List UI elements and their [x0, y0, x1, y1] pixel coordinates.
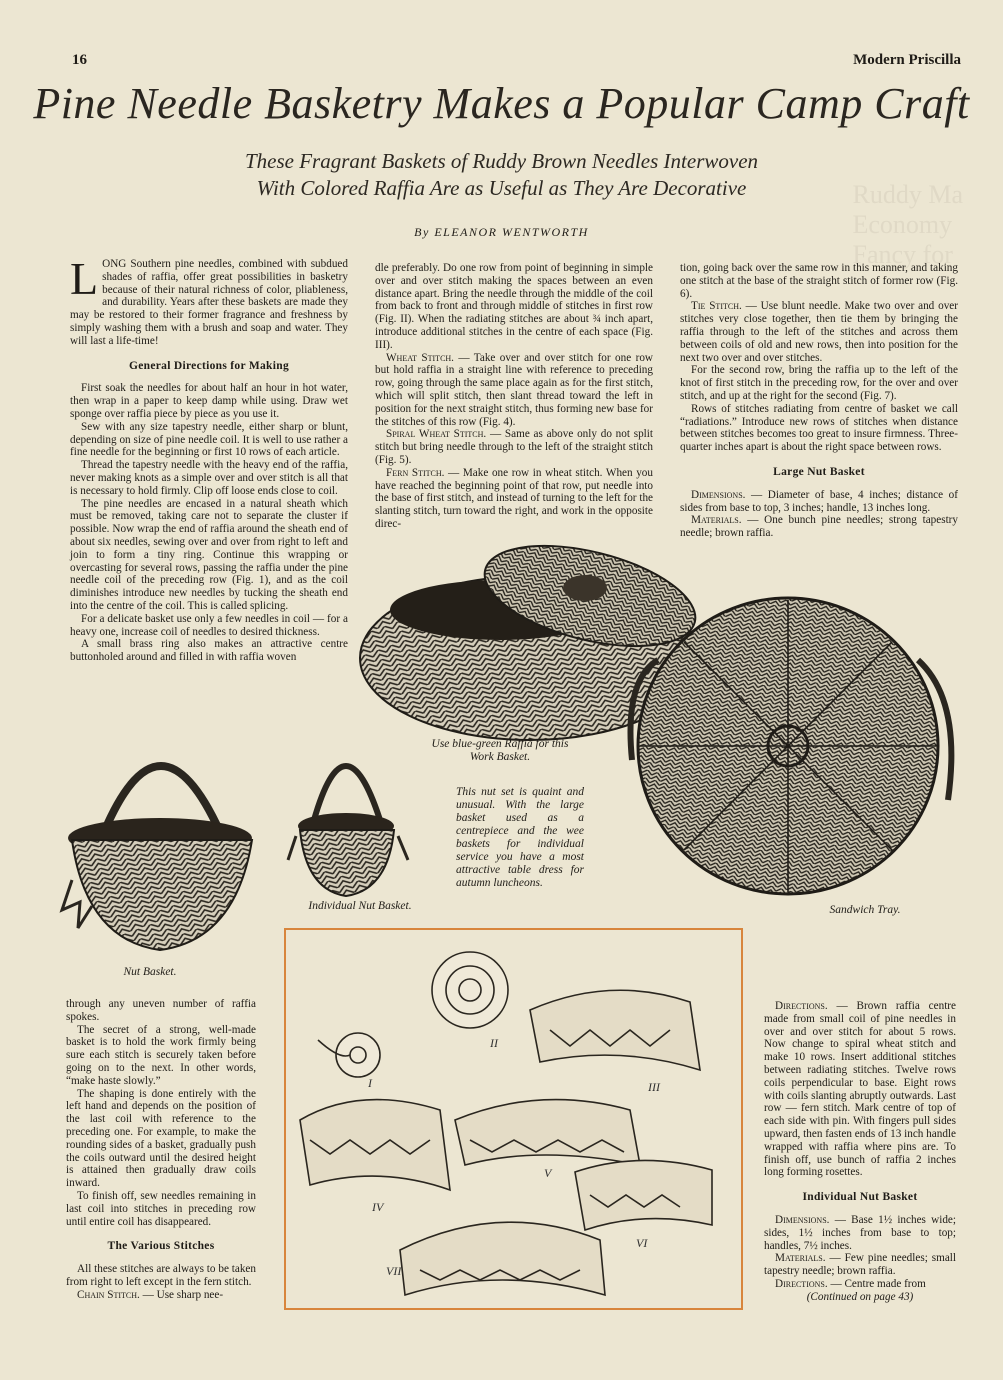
caption-work-basket: Use blue-green Raffia for this Work Basket.	[431, 738, 569, 763]
directions-paragraph: Directions. — Brown raffia centre made from small coil of pine needles in over and over stitch for about 5 rows. Now change to spiral wheat stitch and make 10 rows. Insert additional stitches between radiating stitches. Twelve rows coils perpendicular to base. Eight rows with coils slanting abruptly outwards. Last row — fern stitch. Mark centre of top of each side with pin. With fingers pull sides upward, then fasten ends of 13 inch handle wrapped with raffia where pins are. To finish off, use bunch of raffia 2 inches long forming rosettes.	[764, 1000, 956, 1179]
paragraph: To finish off, sew needles remaining in last coil into stitches in preceding row until entire coil has disappeared.	[66, 1189, 256, 1228]
figure-label-vi: VI	[636, 1236, 648, 1250]
intro-paragraph: LONG Southern pine needles, combined with subdued shades of raffia, offer great possibilities in basketry because of their natural richness of color, pliableness, and durability. Years after these baskets are made they may be restored to their former fragrance and freshness by simply washing them with a brush and soap and water. They will last a life-time!	[70, 253, 348, 347]
caption-nut-basket: Nut Basket.	[123, 966, 177, 978]
section-heading-general-directions: General Directions for Making	[129, 359, 289, 372]
page-number: 16	[72, 52, 87, 68]
fern-stitch-paragraph: Fern Stitch. — Make one row in wheat stitch. When you have reached the beginning point of that row, put needle into the base of first stitch, and instead of turning to the left for the slanting stitch, turn toward the right, and work in the opposite direc-	[375, 466, 653, 530]
paragraph: For a delicate basket use only a few needles in coil — for a heavy one, increase coil of needles to desired thickness.	[70, 612, 348, 638]
lower-left-column	[66, 998, 256, 1302]
subtitle-line-2: With Colored Raffia Are as Useful as They Are Decorative	[256, 176, 747, 200]
paragraph: dle preferably. Do one row from point of beginning in simple over and over stitch making the spaces between an even distance apart. Bring the needle through the middle of the coil from back to front and through middle of stitches in first row (Fig. II). When the radiating stitches are about ¾ inch apart, introduce additional stitches in the centre of each space (Fig. III).	[375, 262, 653, 351]
nut-basket-illustration	[62, 766, 252, 950]
figure-label-iv: IV	[372, 1200, 384, 1214]
spiral-wheat-stitch-paragraph: Spiral Wheat Stitch. — Same as above only do not split stitch but bring needle through to the left of the straight stitch (Fig. 5).	[375, 428, 653, 466]
subtitle-line-1: These Fragrant Baskets of Ruddy Brown Needles Interwoven	[244, 149, 759, 173]
drop-cap: L	[70, 253, 99, 304]
paragraph: Sew with any size tapestry needle, either sharp or blunt, depending on size of pine needle coil. It is well to use rather a fine needle for the beginning or first 10 rows of each article.	[70, 420, 348, 459]
continued-note: (Continued on page 43)	[806, 1290, 914, 1303]
paragraph: tion, going back over the same row in this manner, and taking one stitch at the base of the straight stitch of former row (Fig. 6).	[680, 262, 958, 300]
lower-right-column	[764, 1000, 956, 1304]
materials-paragraph: Materials. — Few pine needles; small tapestry needle; brown raffia.	[764, 1252, 957, 1278]
dimensions-paragraph: Dimensions. — Base 1½ inches wide; sides, 1½ inches from base to top; handles, 7½ inches.	[764, 1213, 957, 1252]
section-heading-various-stitches: The Various Stitches	[107, 1240, 215, 1253]
figure-label-v: V	[544, 1166, 552, 1180]
paragraph: The pine needles are encased in a natural sheath which must be removed, taking care not to separate the cluster if possible. Now wrap the end of raffia around the sheath end of about six needles, sewing over and over from right to left and join to form a tiny ring. Continue this wrapping or overcasting for several rows, passing the raffia under the pine needle coil of the preceding row (Fig. 1), and as the coil diminishes introduce new needles by tucking the sheath end into the centre of the coil. This is called splicing.	[70, 497, 348, 612]
paragraph: The shaping is done entirely with the left hand and depends on the position of the last coil with reference to the preceding one. For example, to make the rounding sides of a basket, gradually push the coils outward until the desired height is attained then gradually draw coils inward.	[66, 1087, 256, 1190]
individual-nut-basket-illustration	[288, 766, 408, 896]
paragraph: First soak the needles for about half an hour in hot water, then wrap in a paper to keep damp while using. Draw wet sponge over raffia piece by piece as you use it.	[70, 382, 348, 420]
paragraph: The secret of a strong, well-made basket is to hold the work firmly being sure each stitch is securely taken before going on to the next. In other words, “make haste slowly.”	[66, 1023, 256, 1087]
show-through-text: Ruddy Ma Economy Fancy for	[852, 180, 963, 269]
figure-label-vii: VII	[386, 1264, 402, 1278]
article-title: Pine Needle Basketry Makes a Popular Camp Craft	[33, 79, 970, 128]
caption-individual-nut-basket: Individual Nut Basket.	[308, 900, 412, 912]
paragraph: Rows of stitches radiating from centre of basket we call “radiations.” Introduce new rows of stitches when distance between stitches becomes too great to insure firmness. Three-quarter inches apart is about the right space between rows.	[680, 402, 958, 454]
materials-paragraph: Materials. — One bunch pine needles; strong tapestry needle; brown raffia.	[680, 514, 959, 540]
caption-sandwich-tray: Sandwich Tray.	[829, 904, 901, 916]
directions-paragraph-2: Directions. — Centre made from	[775, 1277, 926, 1290]
section-heading-individual-nut-basket: Individual Nut Basket	[802, 1191, 918, 1204]
paragraph: through any uneven number of raffia spokes.	[66, 998, 256, 1023]
paragraph: For the second row, bring the raffia up to the left of the knot of first stitch in the preceding row, for the over and over stitch, and up at the right for the second (Fig. 7).	[680, 364, 958, 402]
byline: By ELEANOR WENTWORTH	[414, 225, 589, 239]
section-heading-large-nut-basket: Large Nut Basket	[773, 465, 865, 478]
paragraph: All these stitches are always to be taken from right to left except in the fern stitch.	[66, 1263, 256, 1288]
figure-label-ii: II	[490, 1036, 498, 1050]
dimensions-paragraph: Dimensions. — Diameter of base, 4 inches; distance of sides from base to top, 3 inches; handle, 13 inches long.	[680, 488, 958, 514]
wheat-stitch-paragraph: Wheat Stitch. — Take over and over stitch for one row but hold raffia in a straight line with reference to preceding row, going through the same place again as for the first stitch, which will split stitch, then slant thread toward the left in position for the next straight stitch, thus forming new base for the stitches of this row (Fig. 4).	[375, 351, 653, 428]
magazine-name: Modern Priscilla	[853, 52, 961, 68]
caption-nut-set: This nut set is quaint and unusual. With the large basket used as a centrepiece and the wee baskets for individual service you have a most attractive table dress for autumn luncheons.	[456, 786, 584, 889]
figure-label-iii: III	[648, 1080, 660, 1094]
paragraph: A small brass ring also makes an attractive centre buttonholed around and filled in with raffia woven	[70, 638, 348, 664]
stitch-diagram-frame	[284, 928, 743, 1310]
chain-stitch-paragraph: Chain Stitch. — Use sharp nee-	[77, 1288, 224, 1301]
tie-stitch-paragraph: Tie Stitch. — Use blunt needle. Make two over and over stitches very close together, then tie them by bringing the raffia through to the left of the stitches and across them between coils of old and new rows, then into position for the next two over and over stitches.	[680, 300, 958, 364]
paragraph: Thread the tapestry needle with the heavy end of the raffia, never making knots as a simple over and over stitch is all that is necessary to hold firmly. Clip off loose ends close to coil.	[70, 459, 348, 497]
figure-label-i: I	[368, 1076, 372, 1090]
